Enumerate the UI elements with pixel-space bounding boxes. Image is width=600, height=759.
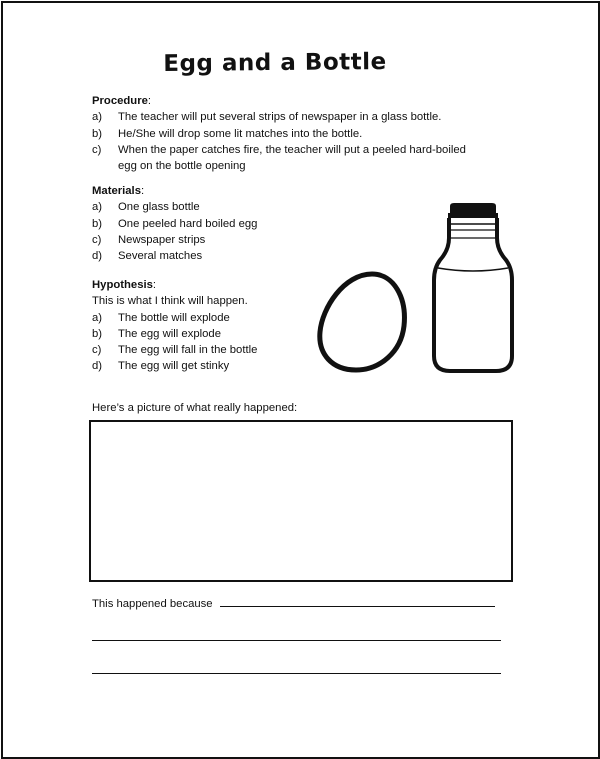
list-marker: b) xyxy=(92,127,103,140)
list-marker: a) xyxy=(92,201,103,214)
list-text: Several matches xyxy=(118,250,203,263)
materials-section xyxy=(92,183,312,264)
materials-heading: Materials: xyxy=(92,185,145,197)
procedure-heading: Procedure: xyxy=(92,95,152,107)
list-text: The egg will get stinky xyxy=(118,360,230,373)
bottle-icon xyxy=(430,200,516,376)
answer-line[interactable] xyxy=(92,673,501,674)
list-text: When the paper catches fire, the teacher will put a peeled hard-boiled egg on the bottle opening xyxy=(118,143,466,173)
list-marker: c) xyxy=(92,143,102,156)
list-marker: d) xyxy=(92,360,103,373)
answer-line[interactable] xyxy=(92,640,501,641)
drawing-box[interactable] xyxy=(89,420,513,582)
procedure-section xyxy=(92,93,482,174)
list-marker: c) xyxy=(92,233,102,246)
because-row xyxy=(92,596,495,610)
hypothesis-intro: This is what I think will happen. xyxy=(92,295,248,308)
list-text: The teacher will put several strips of newspaper in a glass bottle. xyxy=(118,111,442,124)
list-item xyxy=(92,310,312,326)
list-item xyxy=(92,126,482,142)
list-item xyxy=(92,109,482,125)
list-marker: a) xyxy=(92,111,103,124)
egg-icon xyxy=(314,268,410,376)
page-title: Egg and a Bottle xyxy=(163,49,387,77)
because-label: This happened because xyxy=(92,598,213,610)
list-item xyxy=(92,326,312,342)
list-text: He/She will drop some lit matches into the bottle. xyxy=(118,127,363,140)
picture-label: Here’s a picture of what really happened: xyxy=(92,402,298,414)
answer-line[interactable] xyxy=(220,596,495,607)
list-item xyxy=(92,342,312,358)
list-marker: b) xyxy=(92,327,103,340)
list-text: The egg will fall in the bottle xyxy=(118,344,258,357)
hypothesis-heading: Hypothesis: xyxy=(92,279,157,291)
list-item xyxy=(92,232,312,248)
list-text: One glass bottle xyxy=(118,201,200,214)
hypothesis-section xyxy=(92,277,312,375)
list-item xyxy=(92,142,482,175)
list-text: The bottle will explode xyxy=(118,311,230,324)
list-marker: d) xyxy=(92,250,103,263)
list-text: Newspaper strips xyxy=(118,233,206,246)
list-marker: a) xyxy=(92,311,103,324)
list-item xyxy=(92,358,312,374)
list-marker: c) xyxy=(92,344,102,357)
list-item xyxy=(92,216,312,232)
list-item xyxy=(92,248,312,264)
list-text: The egg will explode xyxy=(118,327,221,340)
list-text: One peeled hard boiled egg xyxy=(118,217,258,230)
list-marker: b) xyxy=(92,217,103,230)
list-item xyxy=(92,199,312,215)
